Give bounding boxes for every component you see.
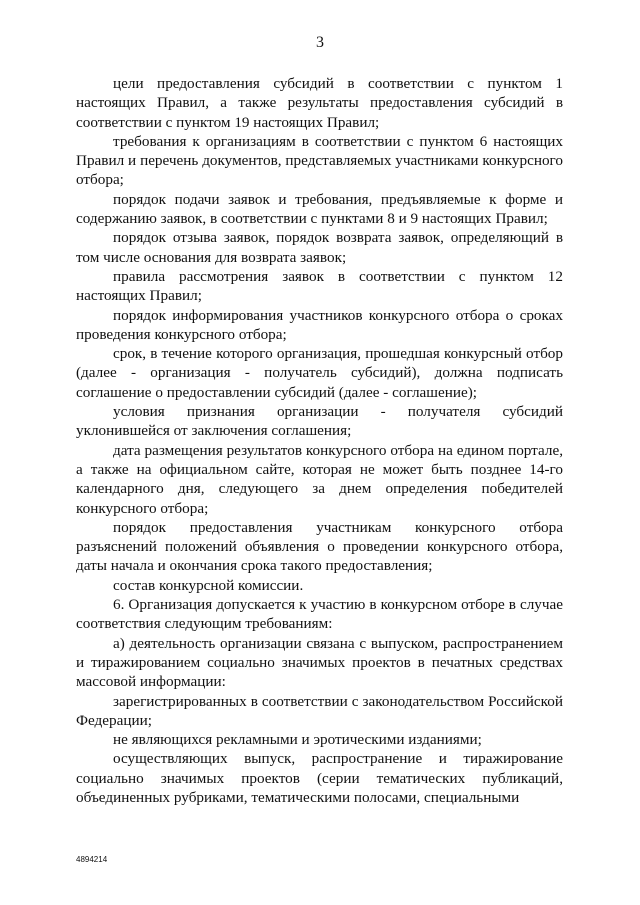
paragraph: не являющихся рекламными и эротическими изданиями; — [113, 731, 482, 749]
document-code: 4894214 — [76, 855, 108, 864]
page-number: 3 — [316, 34, 324, 51]
paragraph: цели предоставления субсидий в соответствии с пунктом 1 настоящих Правил, а также результаты предоставления субсидий в соответствии с пунктом 19 настоящих Правил; — [76, 75, 563, 131]
paragraph: порядок предоставления участникам конкурсного отбора разъяснений положений объявления о проведении конкурсного отбора, даты начала и окончания срока такого предоставления; — [76, 518, 563, 575]
paragraph: порядок информирования участников конкурсного отбора о сроках проведения конкурсного отбора; — [76, 306, 563, 343]
paragraph: а) деятельность организации связана с выпуском, распространением и тиражированием социально значимых проектов в печатных средствах массовой информации: — [76, 634, 563, 691]
paragraph: дата размещения результатов конкурсного отбора на едином портале, а также на официальном сайте, которая не может быть позднее 14-го календарного дня, следующего за днем определения победителей конкурсного отбора; — [76, 441, 563, 517]
paragraph: осуществляющих выпуск, распространение и тиражирование социально значимых проектов (серии тематических публикаций, объединенных рубриками, тематическими полосами, специальными — [76, 750, 563, 806]
paragraph: правила рассмотрения заявок в соответствии с пунктом 12 настоящих Правил; — [76, 267, 563, 305]
paragraph: 6. Организация допускается к участию в конкурсном отборе в случае соответствия следующим требованиям: — [76, 596, 563, 633]
paragraph: порядок подачи заявок и требования, предъявляемые к форме и содержанию заявок, в соответствии с пунктами 8 и 9 настоящих Правил; — [76, 190, 563, 228]
paragraph: порядок отзыва заявок, порядок возврата заявок, определяющий в том числе основания для возврата заявок; — [76, 229, 563, 266]
paragraph: состав конкурсной комиссии. — [113, 576, 304, 594]
paragraph: срок, в течение которого организация, прошедшая конкурсный отбор (далее - организация - получатель субсидий), должна подписать соглашение о предоставлении субсидий (далее - соглашение); — [76, 345, 563, 401]
document-body — [76, 74, 563, 807]
paragraph: условия признания организации - получателя субсидий уклонившейся от заключения соглашения; — [76, 403, 563, 440]
paragraph: зарегистрированных в соответствии с законодательством Российской Федерации; — [76, 692, 563, 729]
paragraph: требования к организациям в соответствии с пунктом 6 настоящих Правил и перечень документов, представляемых участниками конкурсного отбора; — [76, 132, 563, 189]
